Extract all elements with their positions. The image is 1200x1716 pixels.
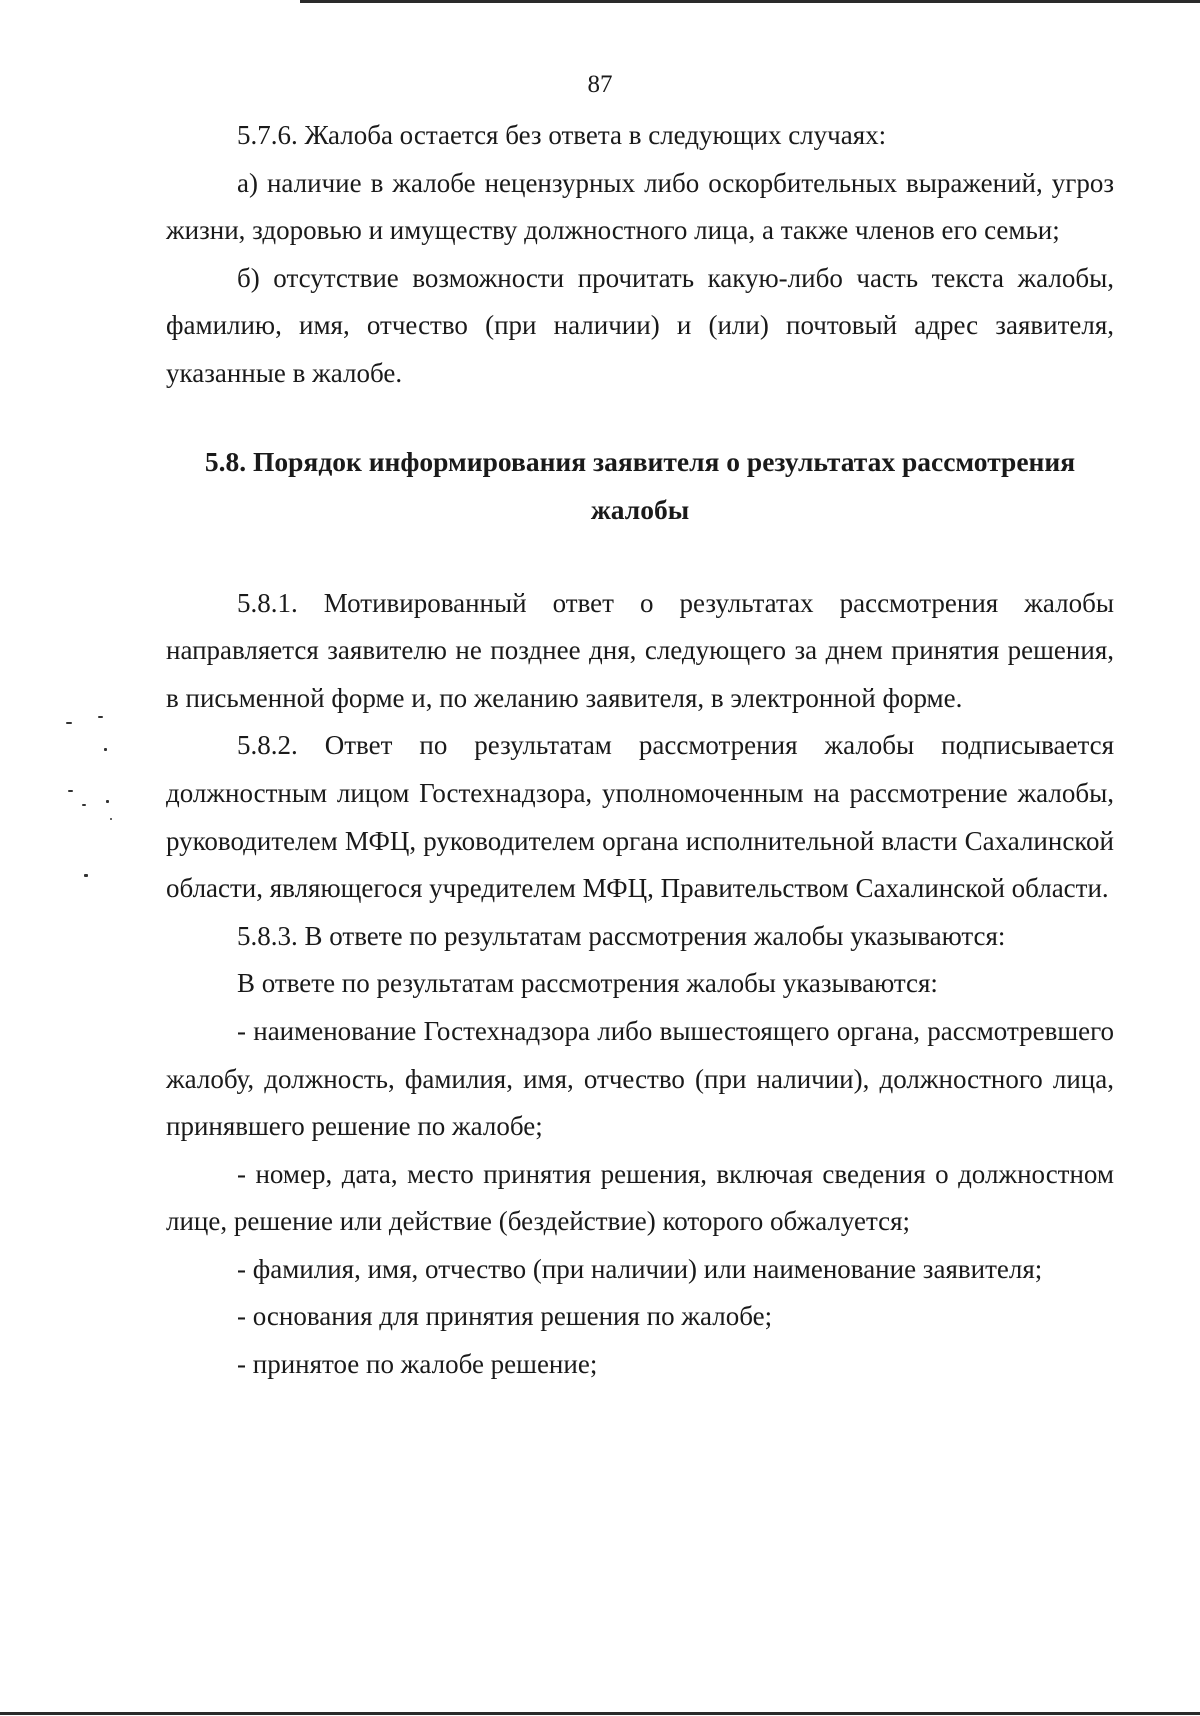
list-item-decision-details: - номер, дата, место принятия решения, включая сведения о должностном лице, решение или действие (бездействие) которого обжалуется; — [166, 1158, 1114, 1237]
paragraph-5-8-2: 5.8.2. Ответ по результатам рассмотрения жалобы подписывается должностным лицом Гостехнадзора, уполномоченным на рассмотрение жалобы, руководителем МФЦ, руководителем органа исполнительной власти Сахалинской области, являющегося учредителем МФЦ, Правительством Сахалинской области. — [166, 730, 1114, 904]
scan-border-bottom — [0, 1712, 1200, 1715]
scan-speck — [104, 748, 107, 751]
scan-speck — [68, 790, 73, 792]
paragraph-5-8-3: 5.8.3. В ответе по результатам рассмотрения жалобы указываются: — [237, 920, 1006, 951]
page-number: 87 — [587, 71, 613, 98]
paragraph-answer-intro: В ответе по результатам рассмотрения жалобы указываются: — [237, 968, 938, 999]
scan-speck — [82, 804, 86, 806]
paragraph-5-7-6: 5.7.6. Жалоба остается без ответа в следующих случаях: — [237, 120, 887, 150]
scan-speck — [106, 800, 109, 803]
scan-speck — [84, 874, 88, 877]
list-item-grounds: - основания для принятия решения по жалобе; — [237, 1301, 773, 1332]
scan-speck — [110, 818, 112, 820]
list-item-applicant-name: - фамилия, имя, отчество (при наличии) или наименование заявителя; — [237, 1253, 1043, 1284]
list-item-authority: - наименование Гостехнадзора либо вышестоящего органа, рассмотревшего жалобу, должность, фамилия, имя, отчество (при наличии), должностного лица, принявшего решение по жалобе; — [166, 1015, 1114, 1142]
scan-speck — [66, 722, 72, 724]
paragraph-5-8-1: 5.8.1. Мотивированный ответ о результатах рассмотрения жалобы направляется заявителю не позднее дня, следующего за днем принятия решения, в письменной форме и, по желанию заявителя, в электронной форме. — [166, 587, 1114, 713]
document-body — [166, 112, 1114, 1389]
paragraph-item-a: а) наличие в жалобе нецензурных либо оскорбительных выражений, угроз жизни, здоровью и имуществу должностного лица, а также членов его семьи; — [166, 167, 1114, 246]
list-item-decision: - принятое по жалобе решение; — [237, 1349, 598, 1380]
paragraph-item-b: б) отсутствие возможности прочитать какую-либо часть текста жалобы, фамилию, имя, отчество (при наличии) и (или) почтовый адрес заявителя, указанные в жалобе. — [166, 262, 1114, 388]
scan-border-top — [300, 0, 1200, 3]
section-heading: 5.8. Порядок информирования заявителя о результатах рассмотрения жалобы — [204, 445, 1076, 525]
scan-speck — [98, 716, 103, 718]
